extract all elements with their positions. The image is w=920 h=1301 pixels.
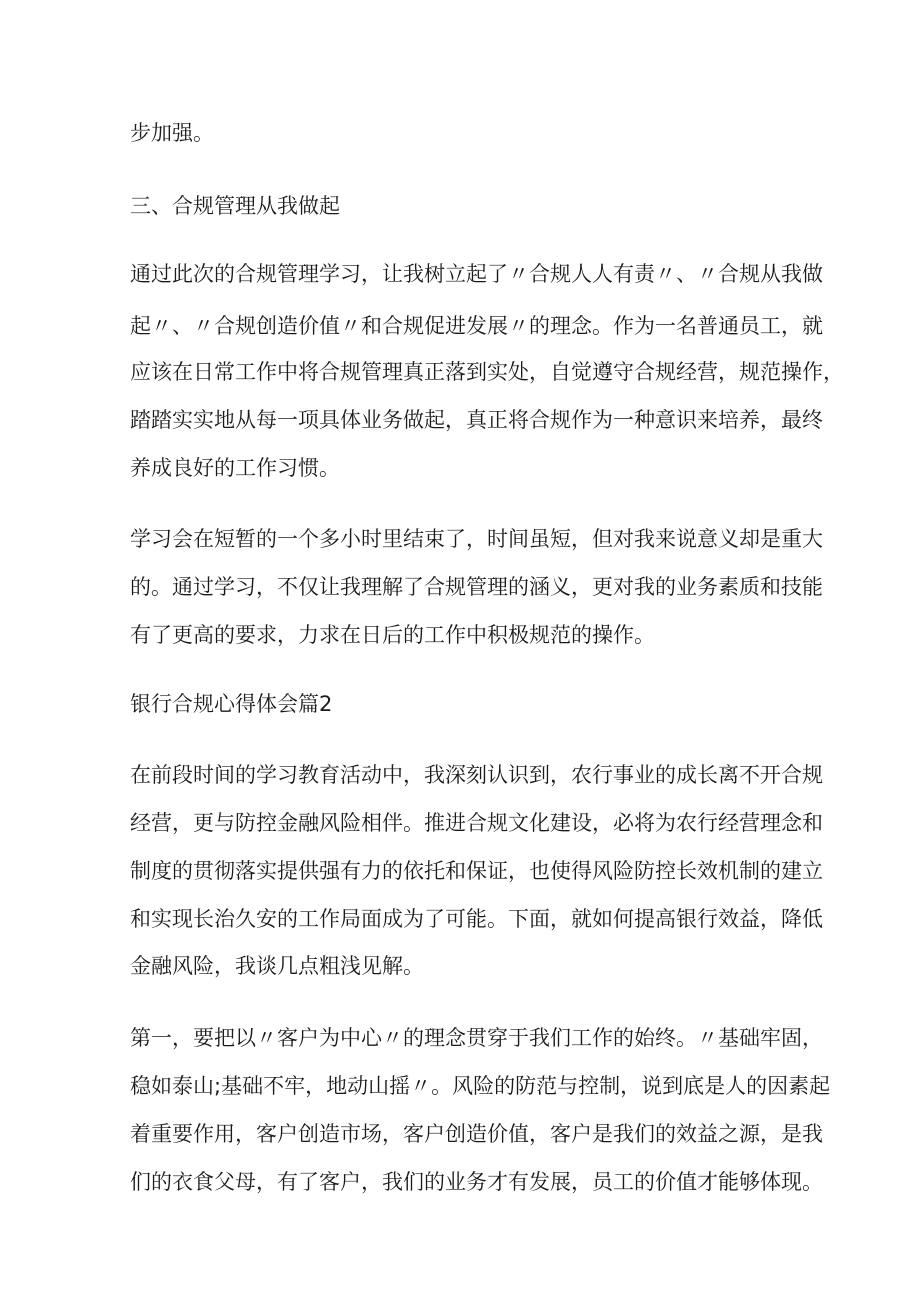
paragraph-line: 的。通过学习，不仅让我理解了合规管理的涵义，更对我的业务素质和技能 [130,575,823,599]
paragraph-line: 通过此次的合规管理学习，让我树立起了〃合规人人有责〃、〃合规从我做 [130,262,823,286]
article-title: 银行合规心得体会篇2 [130,692,333,716]
paragraph-line: 养成良好的工作习惯。 [130,456,340,480]
paragraph-line: 稳如泰山;基础不牢，地动山摇〃。风险的防范与控制，说到底是人的因素起 [130,1074,831,1098]
paragraph-line: 金融风险，我谈几点粗浅见解。 [130,954,424,978]
paragraph-line: 踏踏实实地从每一项具体业务做起，真正将合规作为一种意识来培养，最终 [130,408,823,432]
paragraph-line: 学习会在短暂的一个多小时里结束了，时间虽短，但对我来说意义却是重大 [130,527,823,551]
paragraph-line: 们的衣食父母，有了客户，我们的业务才有发展，员工的价值才能够体现。 [130,1170,823,1194]
paragraph-line: 步加强。 [130,121,214,145]
paragraph-line: 经营，更与防控金融风险相伴。推进合规文化建设，必将为农行经营理念和 [130,811,823,835]
paragraph-line: 应该在日常工作中将合规管理真正落到实处，自觉遵守合规经营，规范操作， [130,360,844,384]
paragraph-line: 起〃、〃合规创造价值〃和合规促进发展〃的理念。作为一名普通员工，就 [130,314,823,338]
paragraph-line: 有了更高的要求，力求在日后的工作中积极规范的操作。 [130,623,655,647]
paragraph-line: 着重要作用，客户创造市场，客户创造价值，客户是我们的效益之源，是我 [130,1122,823,1146]
paragraph-line: 制度的贯彻落实提供强有力的依托和保证，也使得风险防控长效机制的建立 [130,859,823,883]
paragraph-line: 在前段时间的学习教育活动中，我深刻认识到，农行事业的成长离不开合规 [130,763,823,787]
paragraph-line: 第一，要把以〃客户为中心〃的理念贯穿于我们工作的始终。〃基础牢固， [130,1026,823,1050]
paragraph-line: 和实现长治久安的工作局面成为了可能。下面，就如何提高银行效益，降低 [130,907,823,931]
section-heading: 三、合规管理从我做起 [130,194,340,218]
